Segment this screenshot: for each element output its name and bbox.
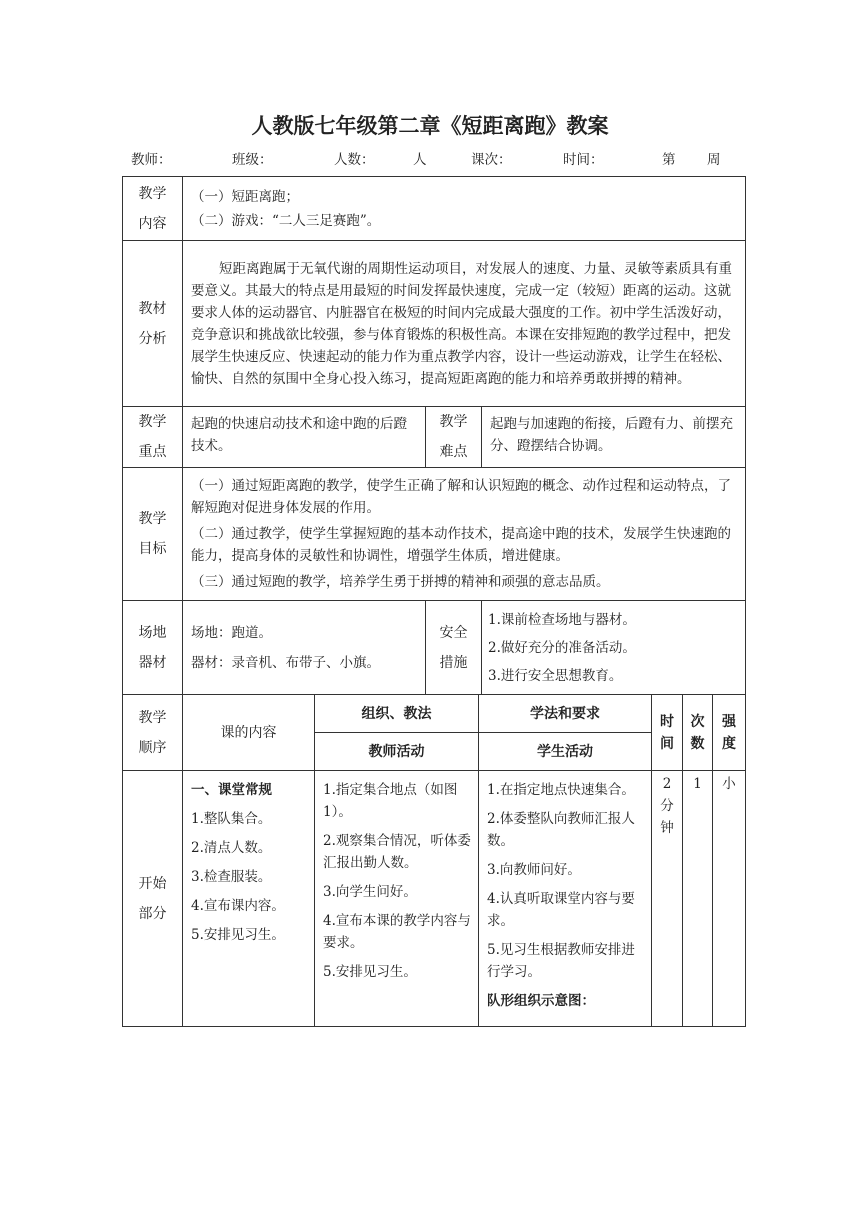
safety-item: 2.做好充分的准备活动。: [488, 639, 636, 656]
teacher-activity-item: 3.向学生问好。: [323, 884, 417, 900]
row-header-1: [123, 695, 746, 733]
teacher-activity-header: 教师活动: [315, 733, 479, 771]
start-content-item: 2.清点人数。: [191, 840, 272, 856]
teacher-activity-item: 4.宣布本课的教学内容与要求。: [323, 913, 471, 951]
safety-item: 1.课前检查场地与器材。: [488, 611, 636, 628]
teacher-activity-item: 5.安排见习生。: [323, 964, 417, 980]
content-cell: [183, 177, 746, 241]
order-header: 教学 顺序: [123, 695, 183, 771]
keypoint-label: 教学 重点: [123, 407, 183, 468]
start-time-cell: 2 分 钟: [652, 771, 683, 1027]
formation-diagram-label: 队形组织示意图：: [487, 993, 595, 1009]
goal-item: （一）通过短距离跑的教学，使学生正确了解和认识短跑的概念、动作过程和运动特点，了解短跑对促进身体发展的作用。: [191, 478, 731, 516]
analysis-cell: [183, 241, 746, 407]
goals-label: 教学 目标: [123, 468, 183, 601]
safety-cell: [482, 601, 746, 695]
start-content-item: 5.安排见习生。: [191, 927, 285, 943]
intensity-header: 强 度: [713, 695, 746, 771]
lesson-label: 课次：: [471, 152, 512, 168]
row-analysis: [123, 241, 746, 407]
content-item: （一）短距离跑；: [191, 188, 299, 205]
venue-equipment: 器材：录音机、布带子、小旗。: [191, 654, 380, 671]
row-start: [123, 771, 746, 1027]
study-header: 学法和要求: [479, 695, 652, 733]
keypoint-cell: [183, 407, 426, 468]
teacher-activity-item: 1.指定集合地点（如图1）。: [323, 782, 458, 820]
analysis-label: 教材 分析: [123, 241, 183, 407]
goals-cell: [183, 468, 746, 601]
student-activity-item: 4.认真听取课堂内容与要求。: [487, 891, 635, 929]
venue-label: 场地 器材: [123, 601, 183, 695]
student-activity-item: 2.体委整队向教师汇报人数。: [487, 811, 635, 849]
student-activity-item: 1.在指定地点快速集合。: [487, 782, 635, 798]
lesson-plan-table: [122, 176, 746, 1027]
week-suffix: 周: [707, 152, 721, 168]
count-header: 次 数: [683, 695, 713, 771]
person-unit: 人: [413, 152, 427, 168]
difficulty-text: 起跑与加速跑的衔接，后蹬有力、前摆充分、蹬摆结合协调。: [490, 416, 733, 454]
row-venue: [123, 601, 746, 695]
content-item: （二）游戏：“二人三足赛跑”。: [191, 212, 381, 229]
safety-label: 安全 措施: [426, 601, 482, 695]
difficulty-cell: [482, 407, 746, 468]
goal-item: （三）通过短跑的教学，培养学生勇于拼搏的精神和顽强的意志品质。: [191, 574, 610, 590]
start-content-item: 1.整队集合。: [191, 811, 272, 827]
content-header: 课的内容: [183, 695, 315, 771]
goal-item: （二）通过教学，使学生掌握短跑的基本动作技术，提高途中跑的技术，发展学生快速跑的能力，提高身体的灵敏性和协调性，增强学生体质，增进健康。: [191, 526, 731, 564]
row-goals: [123, 468, 746, 601]
start-label: 开始 部分: [123, 771, 183, 1027]
teacher-label: 教师：: [131, 152, 172, 168]
count-label: 人数：: [334, 152, 375, 168]
safety-item: 3.进行安全思想教育。: [488, 667, 623, 684]
row-keypoints: [123, 407, 746, 468]
class-label: 班级：: [232, 152, 273, 168]
difficulty-label: 教学 难点: [426, 407, 482, 468]
student-activity-header: 学生活动: [479, 733, 652, 771]
row-content: [123, 177, 746, 241]
keypoint-text: 起跑的快速启动技术和途中跑的后蹬技术。: [191, 416, 407, 454]
start-content-item: 4.宣布课内容。: [191, 898, 285, 914]
time-label: 时间：: [563, 152, 604, 168]
page-title: 人教版七年级第二章《短距离跑》教案: [251, 114, 609, 138]
start-content-item: 3.检查服装。: [191, 869, 272, 885]
student-activity-item: 3.向教师问好。: [487, 862, 581, 878]
week-prefix: 第: [662, 152, 676, 168]
teacher-activity-item: 2.观察集合情况，听体委汇报出勤人数。: [323, 833, 471, 871]
start-count-cell: 1: [683, 771, 713, 1027]
start-content-cell: [183, 771, 315, 1027]
start-content-title: 一、课堂常规: [191, 782, 272, 798]
start-intensity-cell: 小: [713, 771, 746, 1027]
content-label: 教学 内容: [123, 177, 183, 241]
student-activity-item: 5.见习生根据教师安排进行学习。: [487, 942, 635, 980]
venue-site: 场地：跑道。: [191, 624, 272, 641]
start-teacher-cell: [315, 771, 479, 1027]
start-student-cell: [479, 771, 652, 1027]
venue-cell: [183, 601, 426, 695]
time-header: 时 间: [652, 695, 683, 771]
org-header: 组织、教法: [315, 695, 479, 733]
analysis-text: 短距离跑属于无氧代谢的周期性运动项目，对发展人的速度、力量、灵敏等素质具有重要意义。其最大的特点是用最短的时间发挥最快速度，完成一定（较短）距离的运动。这就要求人体的运动器官、内脏器官在极短的时间内完成最大强度的工作。初中学生活泼好动，竞争意识和挑战欲比较强，参与体育锻炼的积极性高。本课在安排短跑的教学过程中，把发展学生快速反应、快速起动的能力作为重点教学内容，设计一些运动游戏，让学生在轻松、愉快、自然的氛围中全身心投入练习，提高短距离跑的能力和培养勇敢拼搏的精神。: [191, 260, 732, 387]
